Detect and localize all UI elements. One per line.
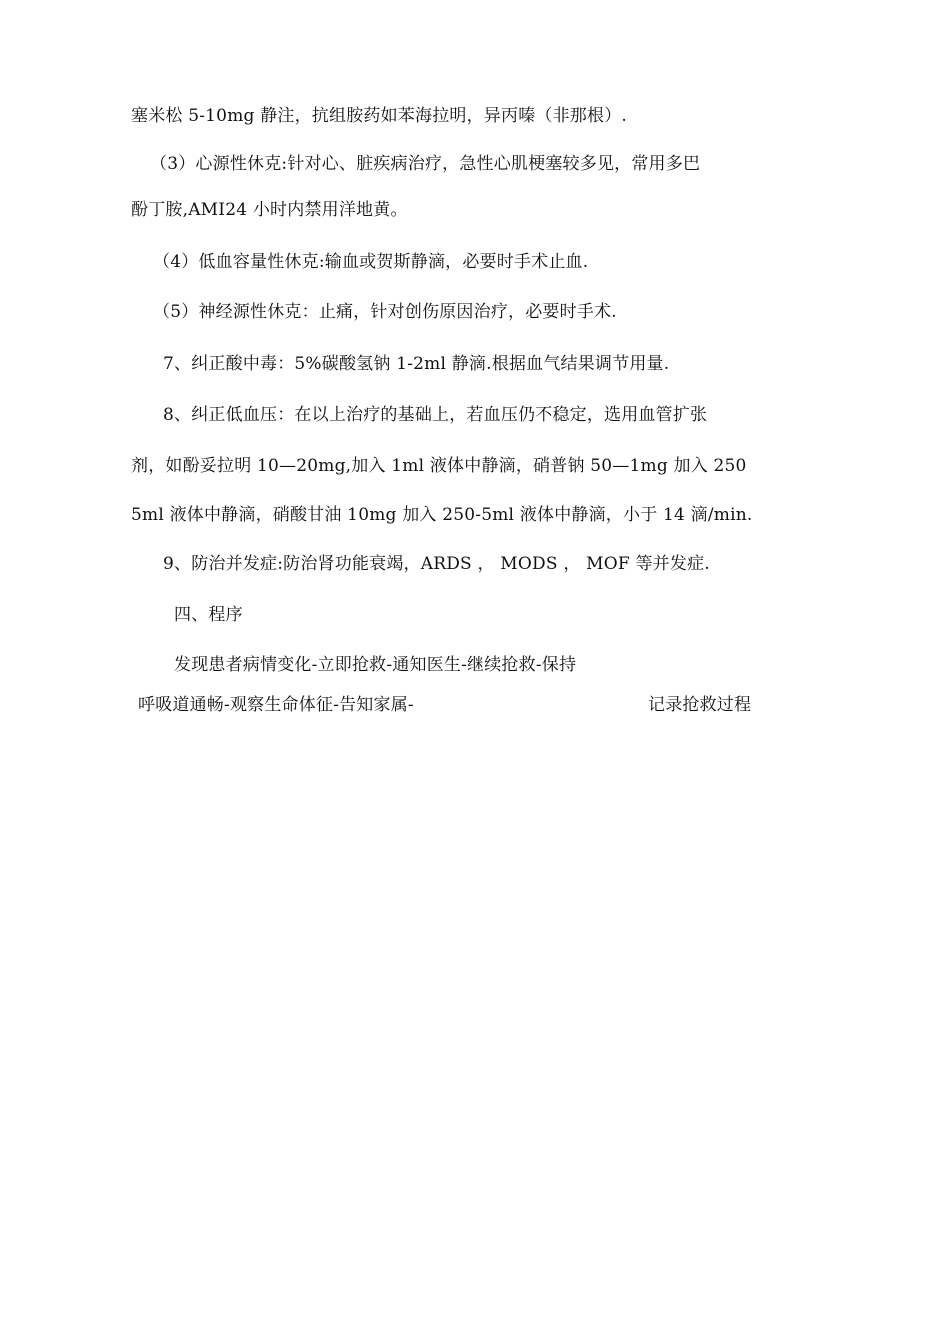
paragraph-line: 塞米松 5-10mg 静注，抗组胺药如苯海拉明，异丙嗪（非那根）. (131, 106, 628, 126)
paragraph-line: 酚丁胺,AMI24 小时内禁用洋地黄。 (131, 200, 408, 220)
paragraph-line: （3）心源性休克:针对心、脏疾病治疗，急性心肌梗塞较多见，常用多巴 (150, 154, 701, 174)
paragraph-line: 剂，如酚妥拉明 10—20mg,加入 1ml 液体中静滴，硝普钠 50—1mg 加入 250 (131, 456, 747, 476)
section-heading: 四、程序 (174, 605, 243, 625)
paragraph-line: 7、纠正酸中毒：5%碳酸氢钠 1-2ml 静滴.根据血气结果调节用量. (163, 354, 670, 374)
procedure-line: 发现患者病情变化-立即抢救-通知医生-继续抢救-保持 (174, 655, 577, 675)
paragraph-line: 5ml 液体中静滴，硝酸甘油 10mg 加入 250-5ml 液体中静滴，小于 14 滴/min. (131, 505, 753, 525)
procedure-trailing-fragment: 记录抢救过程 (648, 695, 752, 715)
paragraph-line: 8、纠正低血压：在以上治疗的基础上，若血压仍不稳定，选用血管扩张 (163, 405, 708, 425)
paragraph-line: （4）低血容量性休克:输血或贺斯静滴，必要时手术止血. (153, 252, 589, 272)
paragraph-line: 9、防治并发症:防治肾功能衰竭，ARDS ， MODS ， MOF 等并发症. (163, 554, 710, 574)
paragraph-line: （5）神经源性休克：止痛，针对创伤原因治疗，必要时手术. (153, 302, 617, 322)
procedure-line: 呼吸道通畅-观察生命体征-告知家属- (138, 695, 414, 715)
